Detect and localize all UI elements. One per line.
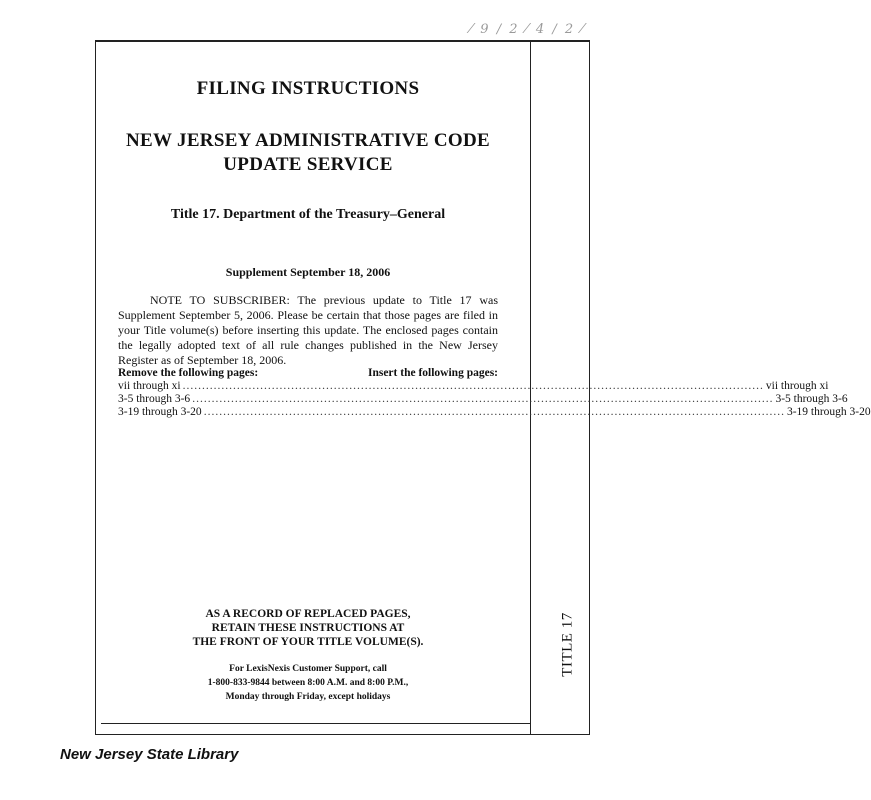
leader-dots: ...................................................................................................................................................... xyxy=(192,393,774,405)
code-heading-line2: UPDATE SERVICE xyxy=(223,154,393,175)
record-notice-line1: AS A RECORD OF REPLACED PAGES, xyxy=(205,608,411,620)
remove-pages: vii through xi xyxy=(118,380,181,392)
customer-support-line2: 1-800-833-9844 between 8:00 A.M. and 8:00 P.M., xyxy=(207,678,409,688)
title-side-label: TITLE 17 xyxy=(559,612,576,677)
library-stamp: New Jersey State Library xyxy=(60,746,239,763)
pages-table-header xyxy=(118,367,498,380)
filing-instructions-heading: FILING INSTRUCTIONS xyxy=(196,78,420,99)
leader-dots: ...................................................................................................................................................... xyxy=(182,380,764,392)
leader-dots: ...................................................................................................................................................... xyxy=(203,406,785,418)
insert-pages: 3-5 through 3-6 xyxy=(775,393,848,405)
insert-header: Insert the following pages: xyxy=(367,367,498,379)
title-line: Title 17. Department of the Treasury–General xyxy=(170,207,446,222)
insert-pages: 3-19 through 3-20 xyxy=(786,406,871,418)
supplement-date: Supplement September 18, 2006 xyxy=(225,265,391,279)
handwritten-mark: ⁄ 9 / 2 ⁄ 4 / 2 ⁄ xyxy=(470,22,586,37)
record-notice-line2: RETAIN THESE INSTRUCTIONS AT xyxy=(211,622,405,634)
customer-support-line3: Monday through Friday, except holidays xyxy=(225,692,391,702)
remove-header: Remove the following pages: xyxy=(118,367,259,379)
table-row xyxy=(118,380,829,393)
record-notice xyxy=(118,607,498,649)
subscriber-note: NOTE TO SUBSCRIBER: The previous update to Title 17 was Supplement September 5, 2006. Please be certain that those pages are filed in your Title volume(s) before inserting this update. The enclosed pages contain the legally adopted text of all rule changes published in the New Jersey Register as of September 18, 2006. xyxy=(118,293,498,367)
title-side-tab xyxy=(538,602,598,687)
remove-pages: 3-19 through 3-20 xyxy=(118,406,202,418)
remove-pages: 3-5 through 3-6 xyxy=(118,393,191,405)
table-row xyxy=(118,406,871,419)
pages-table xyxy=(118,367,871,419)
frame-top-rule xyxy=(95,40,590,42)
bottom-rule xyxy=(101,723,530,724)
customer-support-line1: For LexisNexis Customer Support, call xyxy=(229,664,387,674)
insert-pages: vii through xi xyxy=(765,380,829,392)
record-notice-line3: THE FRONT OF YOUR TITLE VOLUME(S). xyxy=(192,636,424,648)
code-heading-line1: NEW JERSEY ADMINISTRATIVE CODE xyxy=(126,130,490,151)
customer-support xyxy=(118,662,498,704)
table-row xyxy=(118,393,848,406)
code-heading xyxy=(118,129,498,177)
